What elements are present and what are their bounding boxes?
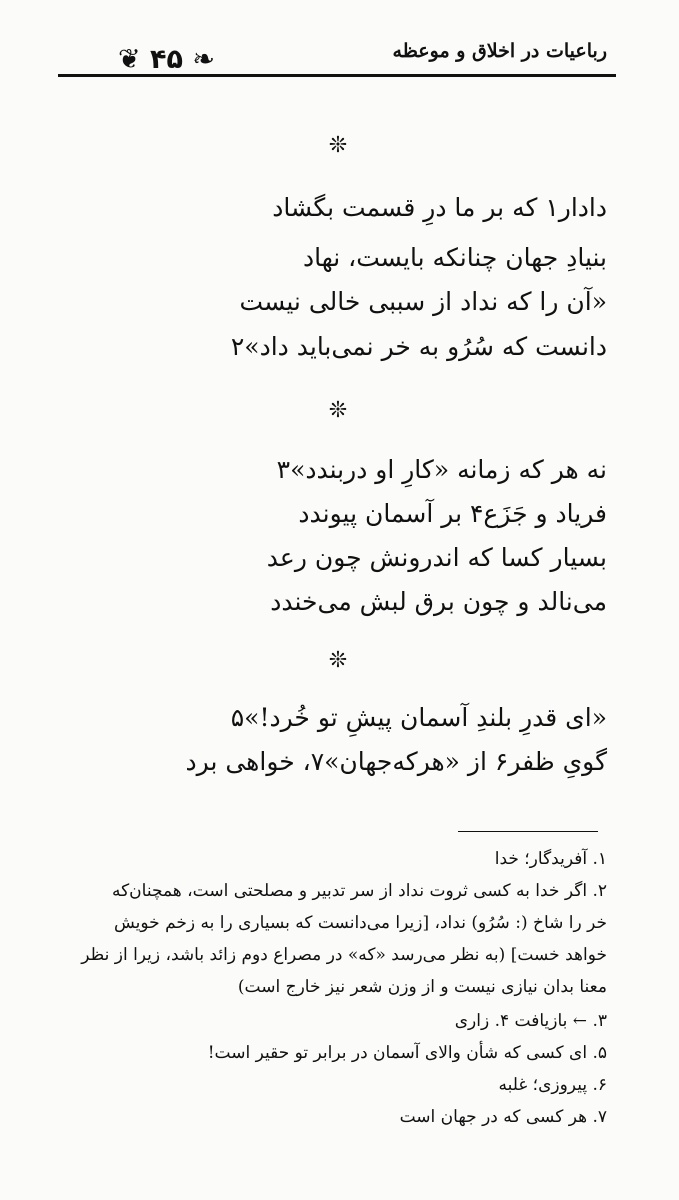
page-number-value: ۴۵ <box>150 44 183 75</box>
page-number <box>118 44 215 75</box>
verse-line: بسیار کسا که اندرونش چون رعد <box>266 543 607 572</box>
header-rule <box>58 74 616 77</box>
footnote: ۶. پیروزی؛ غلبه <box>498 1075 607 1095</box>
footnote: ۱. آفریدگار؛ خدا <box>494 849 607 869</box>
footnote: ۳. ← بازیافت ۴. زاری <box>454 1011 607 1031</box>
verse-line: گویِ ظفر۶ از «هرکه‌جهان»۷، خواهی برد <box>185 747 607 776</box>
running-header-title: رباعیات در اخلاق و موعظه <box>392 40 607 62</box>
stanza-divider: ❊ <box>328 648 348 673</box>
verse-line: «آن را که نداد از سببی خالی نیست <box>239 287 607 316</box>
footnote: ۵. ای کسی که شأن والای آسمان در برابر تو حقیر است! <box>207 1043 607 1063</box>
footnote: معنا بدان نیازی نیست و از وزن شعر نیز خارج است) <box>237 977 607 997</box>
verse-line: می‌نالد و چون برق لبش می‌خندد <box>270 587 607 616</box>
footnote: ۲. اگر خدا به کسی ثروت نداد از سر تدبیر و مصلحتی است، همچنان‌که <box>111 881 607 901</box>
footnote: ۷. هر کسی که در جهان است <box>399 1107 607 1127</box>
verse-line: دانست که سُرُو به خر نمی‌باید داد»۲ <box>230 332 607 361</box>
stanza-divider: ❊ <box>328 133 348 158</box>
footnote: خواهد خست] (به نظر می‌رسد «که» در مصراع دوم زائد باشد، زیرا از نظر <box>81 945 607 965</box>
verse-line: «ای قدرِ بلندِ آسمان پیشِ تو خُرد!»۵ <box>230 703 607 732</box>
verse-line: بنیادِ جهان چنانکه بایست، نهاد <box>302 243 607 272</box>
verse-line: دادار۱ که بر ما درِ قسمت بگشاد <box>272 193 607 222</box>
verse-line: فریاد و جَزَع۴ بر آسمان پیوندد <box>298 499 607 528</box>
ornament-left: ❦ <box>118 44 141 75</box>
footnote: خر را شاخ (: سُرُو) نداد، [زیرا می‌دانست که بسیاری را به زخم خویش <box>114 913 607 933</box>
verse-line: نه هر که زمانه «کارِ او دربندد»۳ <box>276 455 607 484</box>
ornament-right: ❧ <box>192 44 216 75</box>
footnote-rule <box>458 831 598 832</box>
stanza-divider: ❊ <box>328 398 348 423</box>
